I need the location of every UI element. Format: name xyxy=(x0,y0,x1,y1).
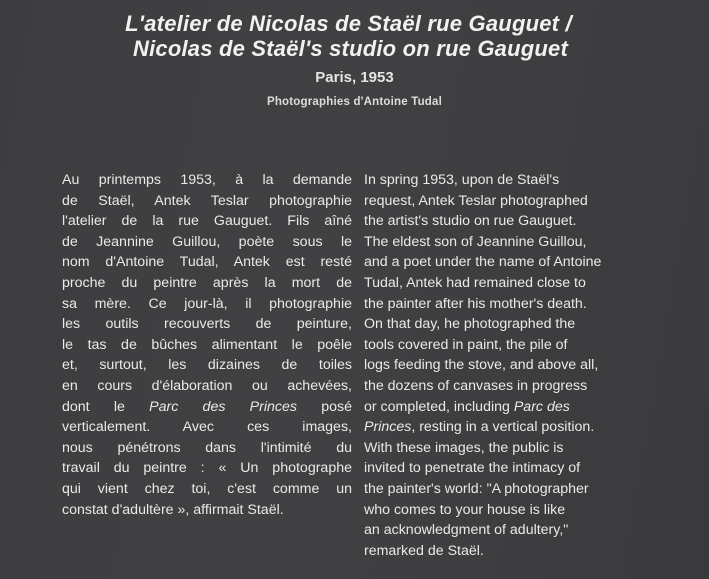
text-line: With these images, the public is xyxy=(364,439,564,456)
text-line: travail du peintre : « Un photographe xyxy=(62,460,352,477)
text-line: verticalement. Avec ces images, xyxy=(62,419,352,436)
text-line xyxy=(364,397,664,418)
text-line: the painter after his mother's death. xyxy=(364,295,587,312)
text-line: the dozens of canvases in progress xyxy=(364,377,588,394)
artwork-title: Parc des Princes xyxy=(149,398,297,415)
text-line: The eldest son of Jeannine Guillou, xyxy=(364,233,587,250)
text-line: invited to penetrate the intimacy of xyxy=(364,460,581,477)
text-line: proche du peintre après la mort de xyxy=(62,274,352,291)
text-line: l'atelier de la rue Gauguet. Fils aîné xyxy=(62,213,352,230)
text-line: In spring 1953, upon de Staël's xyxy=(364,172,560,188)
text-line: le tas de bûches alimentant le poêle xyxy=(62,336,352,353)
text-line xyxy=(364,417,664,438)
text-line: Tudal, Antek had remained close to xyxy=(364,274,586,291)
english-text-column xyxy=(364,170,664,561)
text-line: Au printemps 1953, à la demande xyxy=(62,172,352,188)
text-segment: dont le xyxy=(62,398,150,415)
text-line xyxy=(62,397,352,418)
french-text-column xyxy=(62,170,352,520)
text-line: en cours d'élaboration ou achevées, xyxy=(62,377,352,394)
title-french: L'atelier de Nicolas de Staël rue Gauguet / xyxy=(125,11,572,36)
text-line: nous pénétrons dans l'intimité du xyxy=(62,439,352,456)
artwork-title: Princes xyxy=(364,419,412,436)
photo-credit: Photographies d'Antoine Tudal xyxy=(266,96,443,108)
text-line: sa mère. Ce jour-là, il photographie xyxy=(62,295,352,312)
place-date: Paris, 1953 xyxy=(315,69,394,86)
text-line: and a poet under the name of Antoine xyxy=(364,254,602,271)
text-line: tools covered in paint, the pile of xyxy=(364,336,568,353)
text-line: the artist's studio on rue Gauguet. xyxy=(364,213,577,230)
text-segment: , resting in a vertical position. xyxy=(411,419,595,436)
text-line: qui vient chez toi, c'est comme un xyxy=(62,480,352,497)
text-line: de Staël, Antek Teslar photographie xyxy=(62,192,352,209)
text-line: an acknowledgment of adultery," xyxy=(364,522,569,539)
text-line: logs feeding the stove, and above all, xyxy=(364,357,599,374)
text-line: nom d'Antoine Tudal, Antek est resté xyxy=(62,254,352,271)
text-line: et, surtout, les dizaines de toiles xyxy=(62,357,352,374)
title-english: Nicolas de Staël's studio on rue Gauguet xyxy=(133,36,568,61)
text-line: les outils recouverts de peinture, xyxy=(62,316,352,333)
artwork-title: Parc des xyxy=(513,398,570,415)
text-line: the painter's world: "A photographer xyxy=(364,480,589,497)
text-line: who comes to your house is like xyxy=(364,501,566,518)
text-line: On that day, he photographed the xyxy=(364,316,576,333)
text-line: de Jeannine Guillou, poète sous le xyxy=(62,233,352,250)
text-line: remarked de Staël. xyxy=(364,542,484,559)
text-segment: posé xyxy=(296,398,352,415)
text-line: request, Antek Teslar photographed xyxy=(364,192,588,209)
exhibit-header xyxy=(0,12,709,108)
text-line: constat d'adultère », affirmait Staël. xyxy=(62,501,284,518)
text-segment: or completed, including xyxy=(364,398,514,415)
